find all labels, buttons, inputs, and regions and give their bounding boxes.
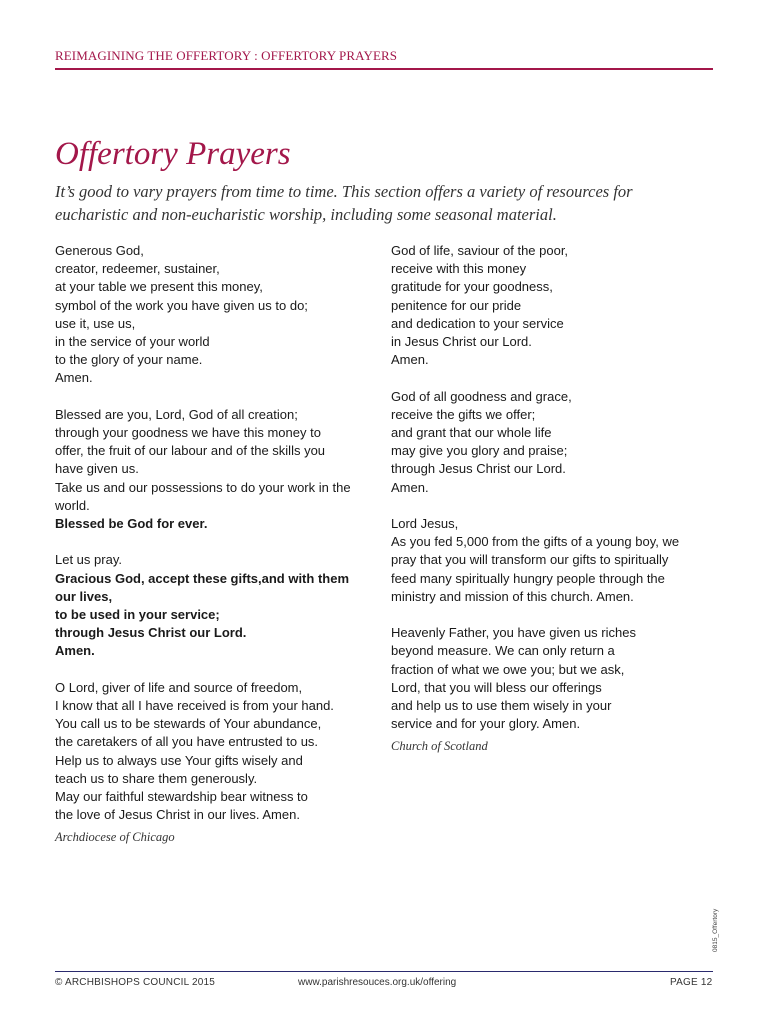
prayer-line: You call us to be stewards of Your abundance,	[55, 716, 322, 732]
prayer-line: creator, redeemer, sustainer,	[55, 261, 220, 277]
prayer-line: and grant that our whole life	[391, 425, 552, 441]
prayer-line: O Lord, giver of life and source of freedom,	[55, 679, 303, 695]
intro-line: It’s good to vary prayers from time to time. This section offers a variety of resources for	[55, 182, 633, 201]
prayer-response: to be used in your service;	[55, 607, 220, 623]
prayer-line: teach us to share them generously.	[55, 770, 258, 786]
prayer-line: the love of Jesus Christ in our lives. Amen.	[55, 807, 300, 823]
prayer-line: As you fed 5,000 from the gifts of a young boy, we	[391, 534, 680, 550]
prayer-line: Help us to always use Your gifts wisely and	[55, 752, 303, 768]
prayer-line: God of all goodness and grace,	[391, 388, 572, 404]
prayer-line: fraction of what we owe you; but we ask,	[391, 661, 625, 677]
prayer-response: Gracious God, accept these gifts,and with them	[55, 570, 349, 586]
prayer-gracious-god	[55, 551, 385, 660]
prayer-line: world.	[55, 497, 90, 513]
prayer-line: in Jesus Christ our Lord.	[391, 334, 532, 350]
prayer-line: use it, use us,	[55, 315, 136, 331]
prayer-line: Lord Jesus,	[391, 516, 459, 532]
prayer-line: beyond measure. We can only return a	[391, 643, 615, 659]
prayer-line: pray that you will transform our gifts to spiritually	[391, 552, 669, 568]
prayer-heavenly-father	[391, 624, 716, 755]
prayer-line: feed many spiritually hungry people through the	[391, 570, 665, 586]
prayer-line: Blessed are you, Lord, God of all creation;	[55, 406, 298, 422]
intro-paragraph	[55, 180, 715, 226]
prayer-line: the caretakers of all you have entrusted to us.	[55, 734, 319, 750]
right-column	[391, 242, 716, 774]
prayer-response: Amen.	[55, 643, 95, 659]
prayer-line: at your table we present this money,	[55, 279, 263, 295]
prayer-response: Blessed be God for ever.	[55, 516, 208, 532]
prayer-line: to the glory of your name.	[55, 352, 203, 368]
document-code: 0815_Offertory	[712, 908, 719, 952]
prayer-line: and help us to use them wisely in your	[391, 698, 612, 714]
intro-line: eucharistic and non-eucharistic worship, including some seasonal material.	[55, 205, 557, 224]
prayer-line: symbol of the work you have given us to do;	[55, 297, 308, 313]
prayer-line: through Jesus Christ our Lord.	[391, 461, 566, 477]
left-column	[55, 242, 385, 865]
prayer-line: Heavenly Father, you have given us riches	[391, 625, 636, 641]
prayer-god-of-all-goodness	[391, 388, 716, 497]
prayer-attribution: Archdiocese of Chicago	[55, 830, 175, 845]
prayer-line: Lord, that you will bless our offerings	[391, 679, 602, 695]
prayer-giver-of-life	[55, 679, 385, 847]
prayer-line: receive with this money	[391, 261, 527, 277]
header-divider	[55, 68, 713, 70]
prayer-line: may give you glory and praise;	[391, 443, 568, 459]
prayer-attribution: Church of Scotland	[391, 739, 488, 754]
prayer-line: God of life, saviour of the poor,	[391, 243, 569, 258]
prayer-blessed-are-you	[55, 406, 385, 533]
prayer-lord-jesus	[391, 515, 716, 606]
prayer-line: ministry and mission of this church. Amen.	[391, 588, 634, 604]
prayer-line: May our faithful stewardship bear witness to	[55, 789, 308, 805]
footer-copyright: © ARCHBISHOPS COUNCIL 2015	[55, 977, 216, 988]
prayer-line: service and for your glory. Amen.	[391, 716, 581, 732]
footer-divider	[55, 971, 713, 972]
page-title: Offertory Prayers	[55, 136, 291, 172]
prayer-line: I know that all I have received is from your hand.	[55, 698, 334, 714]
prayer-line: and dedication to your service	[391, 315, 564, 331]
prayer-line: Amen.	[391, 479, 429, 495]
prayer-line: Amen.	[391, 352, 429, 368]
prayer-line: through your goodness we have this money to	[55, 425, 321, 441]
prayer-generous-god	[55, 242, 385, 388]
prayer-response: through Jesus Christ our Lord.	[55, 625, 247, 641]
prayer-response: our lives,	[55, 588, 113, 604]
prayer-line: receive the gifts we offer;	[391, 406, 536, 422]
prayer-line: offer, the fruit of our labour and of the skills you	[55, 443, 326, 459]
prayer-line: Generous God,	[55, 243, 144, 258]
prayer-line: Let us pray.	[55, 552, 122, 568]
page-number: PAGE 12	[670, 977, 713, 988]
prayer-line: gratitude for your goodness,	[391, 279, 553, 295]
prayer-line: Take us and our possessions to do your work in the	[55, 479, 351, 495]
prayer-line: in the service of your world	[55, 334, 210, 350]
prayer-line: have given us.	[55, 461, 139, 477]
prayer-line: Amen.	[55, 370, 93, 386]
prayer-line: penitence for our pride	[391, 297, 522, 313]
footer-url-link[interactable]: www.parishresouces.org.uk/offering	[298, 977, 457, 988]
running-header: REIMAGINING THE OFFERTORY : OFFERTORY PRAYERS	[55, 48, 398, 63]
prayer-god-of-life	[391, 242, 716, 369]
